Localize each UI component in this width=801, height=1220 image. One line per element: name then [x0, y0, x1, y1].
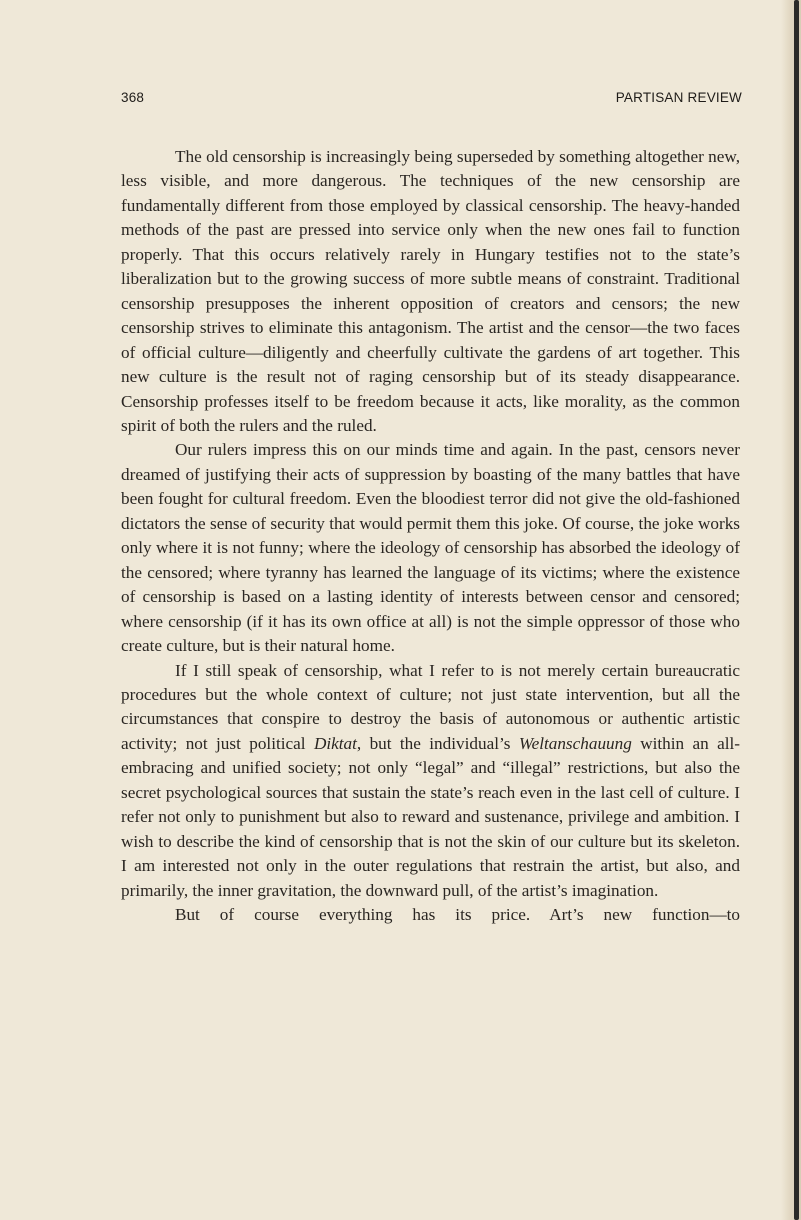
paragraph [121, 438, 740, 658]
paragraph [121, 145, 740, 438]
text-run: But of course everything has its price. Art’s new function—to [175, 905, 740, 925]
running-head: PARTISAN REVIEW [615, 90, 742, 105]
body-text [121, 145, 740, 928]
book-spine-edge [794, 0, 799, 1220]
paragraph [121, 659, 740, 904]
text-run: within an all-embracing and unified society; not only “legal” and “illegal” restrictions, but also the secret psychological sources that sustain the state’s reach even in the last cell of culture. I refer not only to punishment but also to reward and sustenance, privilege and ambition. I wish to describe the kind of censorship that is not the skin of our culture but its skeleton. I am interested not only in the outer regulations that restrain the artist, but also, and primarily, the inner gravitation, the downward pull, of the artist’s imagination. [121, 733, 740, 900]
text-run: If I still speak of censorship, what I refer to is not merely certain bureaucratic procedures but the whole context of culture; not just state intervention, but all the circumstances that conspire to destroy the basis of autonomous or authentic artistic activity; not just political [121, 660, 740, 753]
page-header [121, 90, 742, 110]
text-run: Our rulers impress this on our minds time and again. In the past, censors never dreamed of justifying their acts of suppression by boasting of the many battles that have been fought for cultural freedom. Even the bloodiest terror did not give the old-fashioned dictators the sense of security that would permit them this joke. Of course, the joke works only where it is not funny; where the ideology of censorship has absorbed the ideology of the censored; where tyranny has learned the language of its victims; where the existence of censorship is based on a lasting identity of interests between censor and censored; where censorship (if it has its own office at all) is not the simple oppressor of those who create culture, but is their natural home. [121, 440, 740, 656]
paragraph [121, 903, 740, 927]
text-run: , but the individual’s [356, 733, 519, 753]
italic-term: Weltanschauung [518, 733, 632, 753]
text-run: The old censorship is increasingly being superseded by something altogether new, less visible, and more dangerous. The techniques of the new censorship are fundamentally different from those employed by classical censorship. The heavy-handed methods of the past are pressed into service only when the new ones fail to function properly. That this occurs relatively rarely in Hungary testifies not to the state’s liberalization but to the growing success of more subtle means of constraint. Traditional censorship presupposes the inherent opposition of creators and censors; the new censorship strives to eliminate this antagonism. The artist and the censor—the two faces of official culture—diligently and cheerfully cultivate the gardens of art together. This new culture is the result not of raging censorship but of its steady disappearance. Censorship professes itself to be freedom because it acts, like morality, as the common spirit of both the rulers and the ruled. [121, 147, 740, 435]
italic-term: Diktat [313, 733, 357, 753]
page-number: 368 [121, 90, 145, 105]
